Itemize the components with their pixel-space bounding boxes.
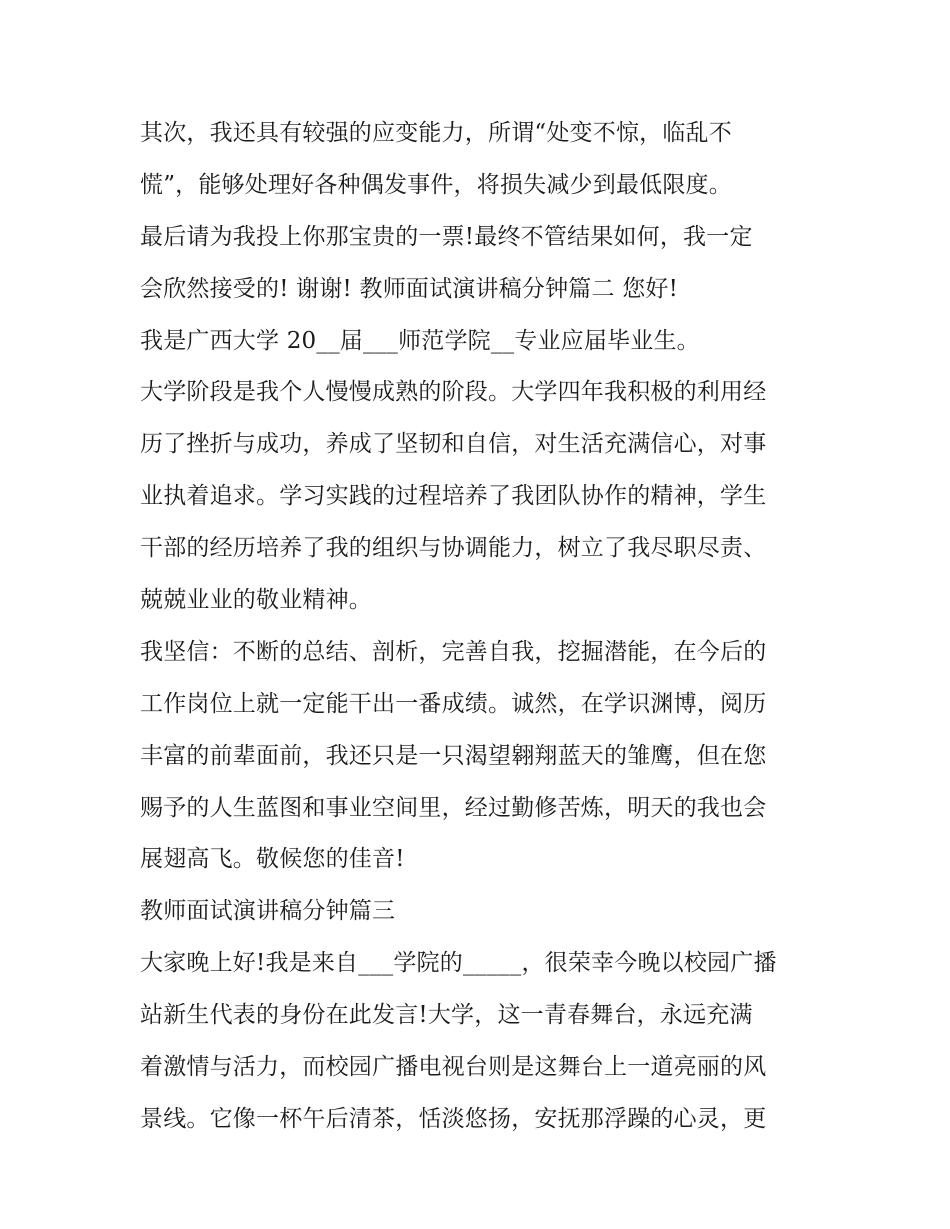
text-line: 赐予的人生蓝图和事业空间里，经过勤修苦炼，明天的我也会: [140, 794, 767, 821]
text-line: 会欣然接受的! 谢谢! 教师面试演讲稿分钟篇二 您好!: [140, 275, 679, 302]
text-line: 兢兢业业的敬业精神。: [140, 587, 372, 614]
text-line: 大家晚上好!我是来自___学院的_____，很荣幸今晚以校园广播: [140, 950, 777, 977]
document-body: [140, 108, 820, 1146]
text-line: 历了挫折与成功，养成了坚韧和自信，对生活充满信心，对事: [140, 431, 767, 458]
text-line: 站新生代表的身份在此发言!大学，这一青春舞台，永远充满: [140, 1002, 753, 1029]
text-line: 着激情与活力，而校园广播电视台则是这舞台上一道亮丽的风: [140, 1054, 767, 1081]
text-line: 最后请为我投上你那宝贵的一票!最终不管结果如何，我一定: [140, 223, 753, 250]
text-line: 我坚信：不断的总结、剖析，完善自我，挖掘潜能，在今后的: [140, 638, 767, 665]
text-line: 干部的经历培养了我的组织与协调能力，树立了我尽职尽责、: [140, 535, 767, 562]
text-line: 展翅高飞。敬候您的佳音!: [140, 846, 405, 873]
text-line: 大学阶段是我个人慢慢成熟的阶段。大学四年我积极的利用经: [140, 379, 767, 406]
text-line: 景线。它像一杯午后清茶，恬淡悠扬，安抚那浮躁的心灵，更: [140, 1105, 767, 1132]
text-line: 其次，我还具有较强的应变能力，所谓“处变不惊，临乱不: [140, 120, 732, 146]
text-line: 我是广西大学 20__届___师范学院__专业应届毕业生。: [140, 327, 700, 354]
text-line: 业执着追求。学习实践的过程培养了我团队协作的精神，学生: [140, 483, 767, 510]
text-line: 丰富的前辈面前，我还只是一只渴望翱翔蓝天的雏鹰，但在您: [140, 742, 767, 769]
section-heading: 教师面试演讲稿分钟篇三: [140, 898, 396, 925]
text-line: 慌”，能够处理好各种偶发事件，将损失减少到最低限度。: [140, 171, 732, 198]
text-line: 工作岗位上就一定能干出一番成绩。诚然，在学识渊博，阅历: [140, 690, 767, 717]
